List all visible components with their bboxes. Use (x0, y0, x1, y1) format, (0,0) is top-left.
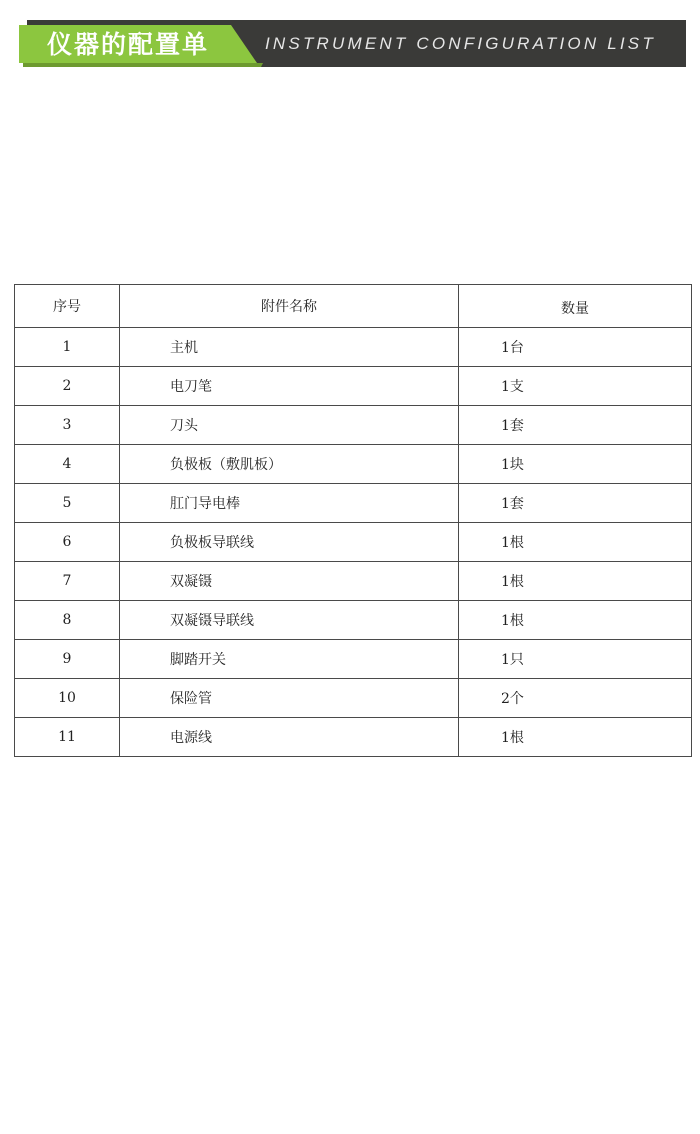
table-row (15, 523, 692, 562)
column-header-quantity: 数量 (459, 285, 692, 328)
column-header-name: 附件名称 (120, 285, 459, 328)
cell-name: 双凝镊导联线 (120, 601, 459, 640)
cell-quantity: 1台 (459, 328, 692, 367)
cell-quantity: 2个 (459, 679, 692, 718)
table-row (15, 406, 692, 445)
cell-quantity: 1支 (459, 367, 692, 406)
table-row (15, 640, 692, 679)
cell-name: 主机 (120, 328, 459, 367)
cell-name: 负极板（敷肌板） (120, 445, 459, 484)
cell-index: 1 (15, 328, 120, 367)
cell-name: 刀头 (120, 406, 459, 445)
cell-index: 4 (15, 445, 120, 484)
cell-index: 2 (15, 367, 120, 406)
cell-quantity: 1根 (459, 523, 692, 562)
cell-index: 3 (15, 406, 120, 445)
cell-quantity: 1块 (459, 445, 692, 484)
table-row (15, 718, 692, 757)
banner-title-en: INSTRUMENT CONFIGURATION LIST (265, 34, 656, 53)
banner-title-cn: 仪器的配置单 (47, 30, 210, 59)
cell-name: 肛门导电棒 (120, 484, 459, 523)
cell-quantity: 1套 (459, 484, 692, 523)
cell-quantity: 1根 (459, 601, 692, 640)
banner-green-shadow (23, 63, 263, 67)
cell-name: 负极板导联线 (120, 523, 459, 562)
configuration-table (14, 284, 692, 757)
cell-name: 电源线 (120, 718, 459, 757)
cell-index: 11 (15, 718, 120, 757)
cell-index: 8 (15, 601, 120, 640)
cell-index: 7 (15, 562, 120, 601)
table-row (15, 484, 692, 523)
cell-name: 电刀笔 (120, 367, 459, 406)
table-header-row (15, 285, 692, 328)
column-header-index: 序号 (15, 285, 120, 328)
table-row (15, 562, 692, 601)
cell-name: 脚踏开关 (120, 640, 459, 679)
cell-name: 双凝镊 (120, 562, 459, 601)
cell-index: 5 (15, 484, 120, 523)
cell-name: 保险管 (120, 679, 459, 718)
cell-index: 9 (15, 640, 120, 679)
table-row (15, 367, 692, 406)
table-row (15, 445, 692, 484)
section-banner (19, 20, 686, 67)
cell-index: 10 (15, 679, 120, 718)
cell-quantity: 1根 (459, 718, 692, 757)
cell-quantity: 1套 (459, 406, 692, 445)
table-row (15, 601, 692, 640)
cell-quantity: 1只 (459, 640, 692, 679)
cell-index: 6 (15, 523, 120, 562)
table-row (15, 328, 692, 367)
table-row (15, 679, 692, 718)
cell-quantity: 1根 (459, 562, 692, 601)
